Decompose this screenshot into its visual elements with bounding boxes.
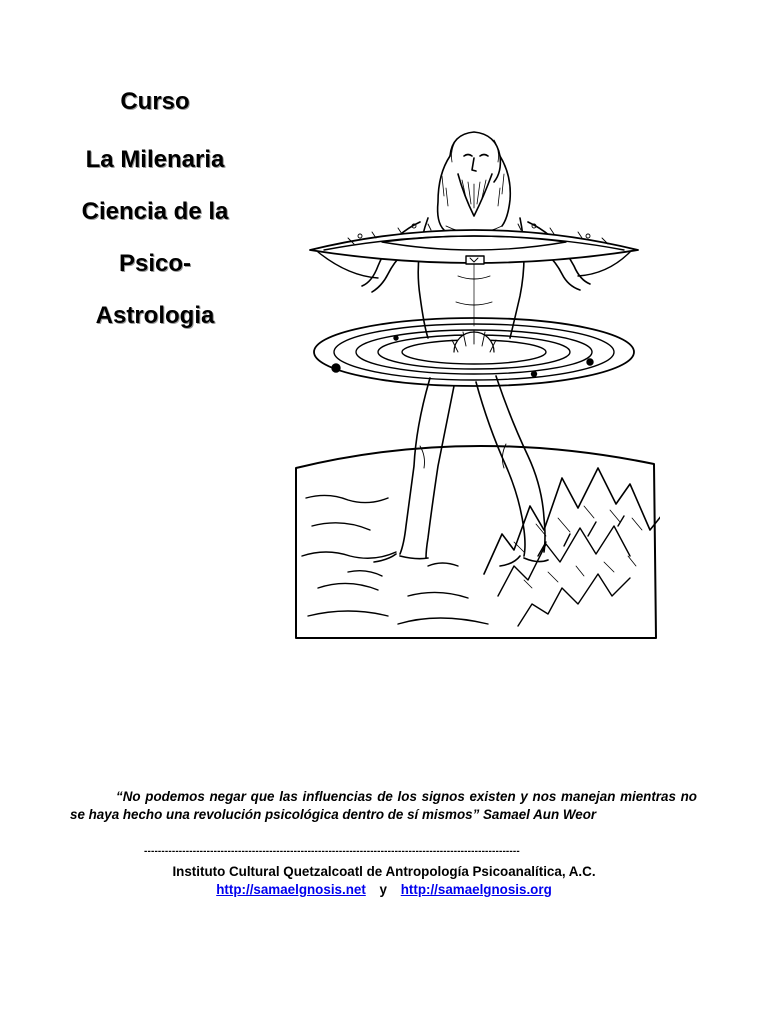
institute-name: Instituto Cultural Quetzalcoatl de Antropología Psicoanalítica, A.C. bbox=[172, 864, 596, 879]
separator-line: ------------------------------------------------------------------------------------------------------------ bbox=[144, 846, 520, 857]
quote: “No podemos negar que las influencias de los signos existen y nos manejan mientras no se haya hecho una revolución psicológica dentro de sí mismos” Samael Aun Weor bbox=[70, 789, 697, 822]
figure-head bbox=[438, 132, 511, 230]
planetary-orbits-ring bbox=[314, 318, 634, 386]
course-title bbox=[40, 84, 270, 342]
link-samaelgnosis-org[interactable]: http://samaelgnosis.org bbox=[400, 882, 552, 897]
title-line-4: Psico- bbox=[118, 250, 192, 277]
title-line-2: La Milenaria bbox=[85, 146, 225, 173]
earth-landscape bbox=[296, 446, 660, 638]
website-links bbox=[0, 881, 768, 899]
cosmic-man-illustration bbox=[288, 126, 660, 642]
title-line-5: Astrologia bbox=[95, 302, 215, 329]
links-conjunction: y bbox=[379, 882, 387, 897]
link-samaelgnosis-net[interactable]: http://samaelgnosis.net bbox=[216, 882, 366, 897]
title-line-3: Ciencia de la bbox=[81, 198, 229, 225]
title-line-curso: Curso bbox=[120, 88, 190, 115]
